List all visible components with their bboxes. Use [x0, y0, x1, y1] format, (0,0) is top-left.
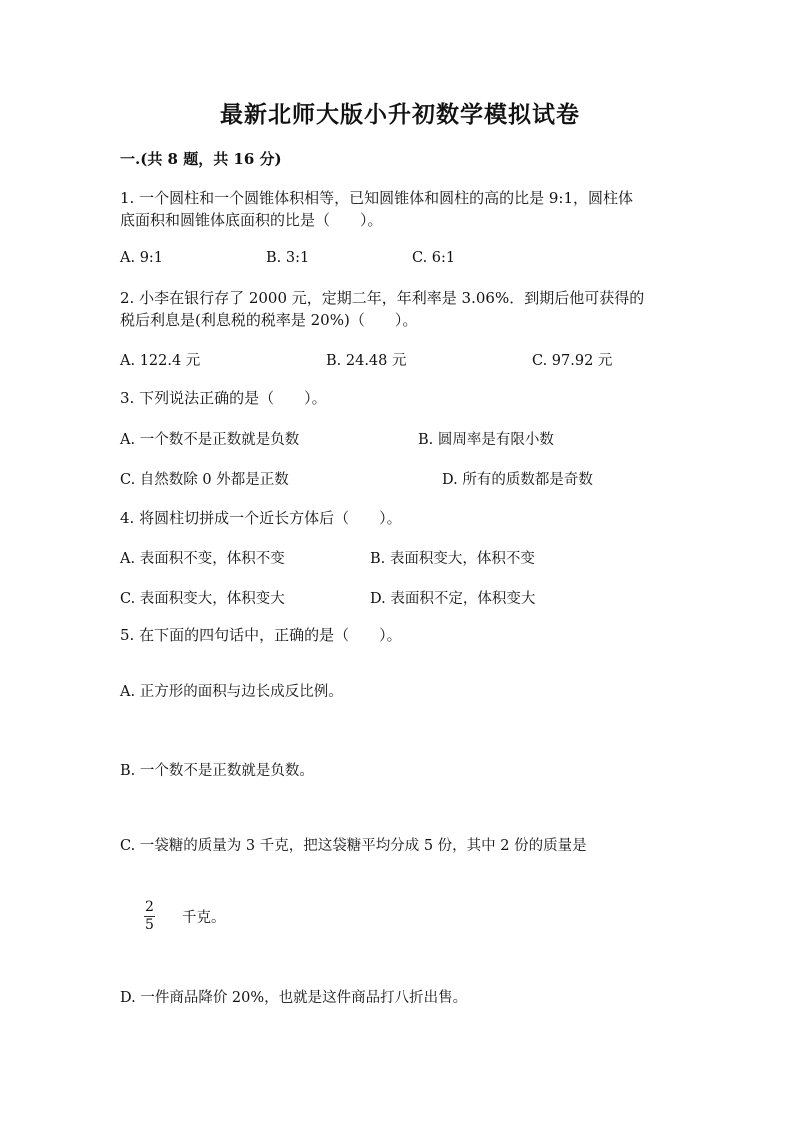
- question-4-option-c: C. 表面积变大，体积变大: [120, 591, 285, 607]
- document-title: 最新北师大版小升初数学模拟试卷: [220, 101, 580, 128]
- question-3-option-a: A. 一个数不是正数就是负数: [120, 432, 300, 448]
- question-3-option-c: C. 自然数除 0 外都是正数: [120, 472, 289, 488]
- question-2-line-1: 2. 小李在银行存了 2000 元，定期二年，年利率是 3.06%．到期后他可获得的: [120, 289, 645, 307]
- fraction-two-fifths: [144, 900, 155, 933]
- question-4-option-a: A. 表面积不变，体积不变: [120, 551, 285, 567]
- question-5-option-c: C. 一袋糖的质量为 3 千克，把这袋糖平均分成 5 份，其中 2 份的质量是: [120, 838, 587, 854]
- question-4-option-d: D. 表面积不定，体积变大: [370, 591, 536, 607]
- question-4-option-b: B. 表面积变大，体积不变: [370, 551, 535, 567]
- question-2-option-a: A. 122.4 元: [120, 353, 201, 369]
- question-3-option-d: D. 所有的质数都是奇数: [442, 472, 593, 488]
- question-5-option-c-unit: 千克。: [182, 910, 226, 926]
- fraction-numerator: 2: [145, 899, 154, 915]
- question-1-option-a: A. 9:1: [120, 250, 164, 266]
- question-5-stem: 5. 在下面的四句话中，正确的是（ ）。: [120, 626, 402, 644]
- question-2-option-b: B. 24.48 元: [326, 353, 407, 369]
- question-3-stem: 3. 下列说法正确的是（ ）。: [120, 389, 327, 407]
- question-2-stem: [120, 287, 644, 331]
- question-5-option-d: D. 一件商品降价 20%，也就是这件商品打八折出售。: [120, 990, 468, 1006]
- question-4-stem: 4. 将圆柱切拼成一个近长方体后（ ）。: [120, 509, 402, 527]
- question-1-option-c: C. 6:1: [412, 250, 456, 266]
- question-5-option-a: A. 正方形的面积与边长成反比例。: [120, 684, 343, 700]
- question-1-stem: [120, 187, 633, 231]
- fraction-denominator: 5: [145, 917, 154, 933]
- question-1-line-2: 底面积和圆锥体底面积的比是（ ）。: [120, 211, 383, 229]
- question-2-line-2: 税后利息是(利息税的税率是 20%)（ ）。: [120, 311, 418, 329]
- question-2-option-c: C. 97.92 元: [532, 353, 613, 369]
- question-1-line-1: 1. 一个圆柱和一个圆锥体积相等，已知圆锥体和圆柱的高的比是 9:1，圆柱体: [120, 189, 633, 207]
- section-heading: 一.(共 8 题，共 16 分): [120, 150, 282, 168]
- question-5-option-b: B. 一个数不是正数就是负数。: [120, 763, 314, 779]
- question-3-option-b: B. 圆周率是有限小数: [418, 432, 554, 448]
- question-1-option-b: B. 3:1: [266, 250, 310, 266]
